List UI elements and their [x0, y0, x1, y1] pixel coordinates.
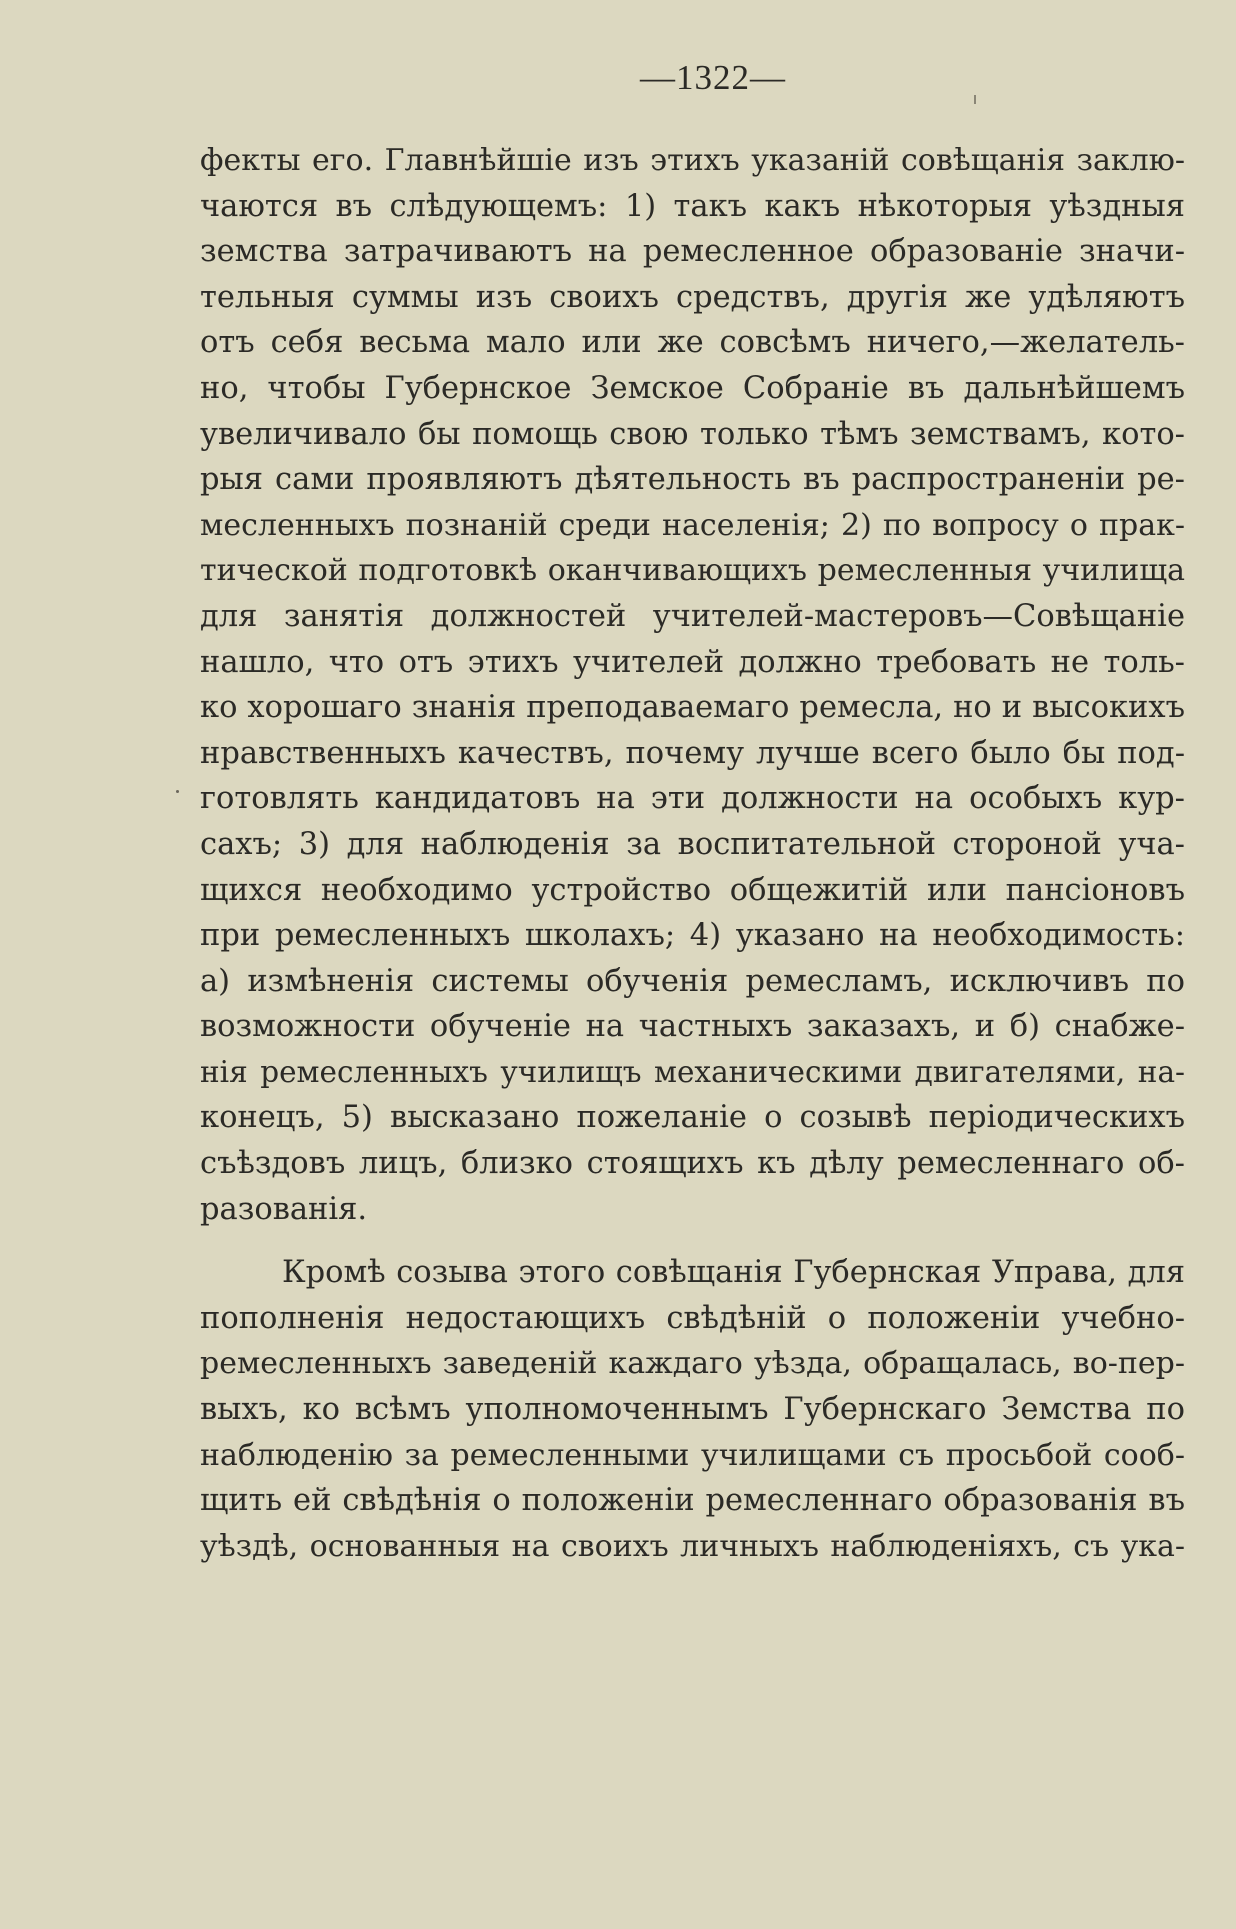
page-number: —1322— — [640, 58, 786, 97]
paragraph-gap — [200, 1232, 1185, 1250]
text-line: тельныя суммы изъ своихъ средствъ, другія же удѣляютъ — [200, 279, 1185, 315]
text-line: сахъ; 3) для наблюденія за воспитательной стороной уча- — [200, 826, 1185, 862]
paragraph-1 — [200, 138, 1185, 1232]
text-line: съѣздовъ лицъ, близко стоящихъ къ дѣлу ремесленнаго об- — [200, 1146, 1185, 1182]
text-line: нравственныхъ качествъ, почему лучше всего было бы под- — [200, 735, 1185, 771]
paper-speck — [176, 790, 179, 793]
body-text — [200, 138, 1185, 1569]
text-line: рыя сами проявляютъ дѣятельность въ распространеніи ре- — [200, 462, 1185, 498]
text-line: Кромѣ созыва этого совѣщанія Губернская Управа, для — [282, 1255, 1185, 1291]
text-line: чаются въ слѣдующемъ: 1) такъ какъ нѣкоторыя уѣздныя — [200, 188, 1185, 224]
text-line: готовлять кандидатовъ на эти должности на особыхъ кур- — [200, 781, 1185, 817]
text-line: выхъ, ко всѣмъ уполномоченнымъ Губернскаго Земства по — [200, 1392, 1185, 1428]
text-line: уѣздѣ, основанныя на своихъ личныхъ наблюденіяхъ, съ ука- — [200, 1528, 1185, 1564]
text-line: пополненія недостающихъ свѣдѣній о положеніи учебно- — [200, 1300, 1185, 1336]
text-line: земства затрачиваютъ на ремесленное образованіе значи- — [200, 234, 1185, 270]
text-line: тической подготовкѣ оканчивающихъ ремесленныя училища — [200, 553, 1185, 589]
text-line: фекты его. Главнѣйшіе изъ этихъ указаній совѣщанія заклю- — [200, 143, 1185, 178]
text-line: ремесленныхъ заведеній каждаго уѣзда, обращалась, во-пер- — [200, 1346, 1185, 1382]
text-line: нашло, что отъ этихъ учителей должно требовать не толь- — [200, 644, 1185, 680]
text-line: но, чтобы Губернское Земское Собраніе въ дальнѣйшемъ — [200, 370, 1185, 406]
text-line: а) измѣненія системы обученія ремесламъ, исключивъ по — [200, 963, 1185, 999]
text-line: при ремесленныхъ школахъ; 4) указано на необходимость: — [200, 918, 1185, 954]
text-line: разованія. — [200, 1191, 368, 1227]
text-line: для занятія должностей учителей-мастеровъ—Совѣщаніе — [200, 598, 1185, 634]
text-line: возможности обученіе на частныхъ заказахъ, и б) снабже- — [200, 1009, 1185, 1045]
text-line: отъ себя весьма мало или же совсѣмъ ничего,—желатель- — [200, 325, 1185, 361]
text-line: нія ремесленныхъ училищъ механическими двигателями, на- — [200, 1054, 1185, 1089]
text-line: конецъ, 5) высказано пожеланіе о созывѣ періодическихъ — [200, 1100, 1185, 1136]
text-line: месленныхъ познаній среди населенія; 2) по вопросу о прак- — [200, 507, 1185, 543]
text-line: увеличивало бы помощь свою только тѣмъ земствамъ, кото- — [200, 416, 1185, 452]
text-line: наблюденію за ремесленными училищами съ просьбой сооб- — [200, 1437, 1185, 1473]
text-line: ко хорошаго знанія преподаваемаго ремесла, но и высокихъ — [200, 690, 1185, 726]
text-line: щить ей свѣдѣнія о положеніи ремесленнаго образованія въ — [200, 1483, 1185, 1519]
paragraph-2 — [200, 1250, 1185, 1569]
text-line: щихся необходимо устройство общежитій или пансіоновъ — [200, 872, 1185, 908]
